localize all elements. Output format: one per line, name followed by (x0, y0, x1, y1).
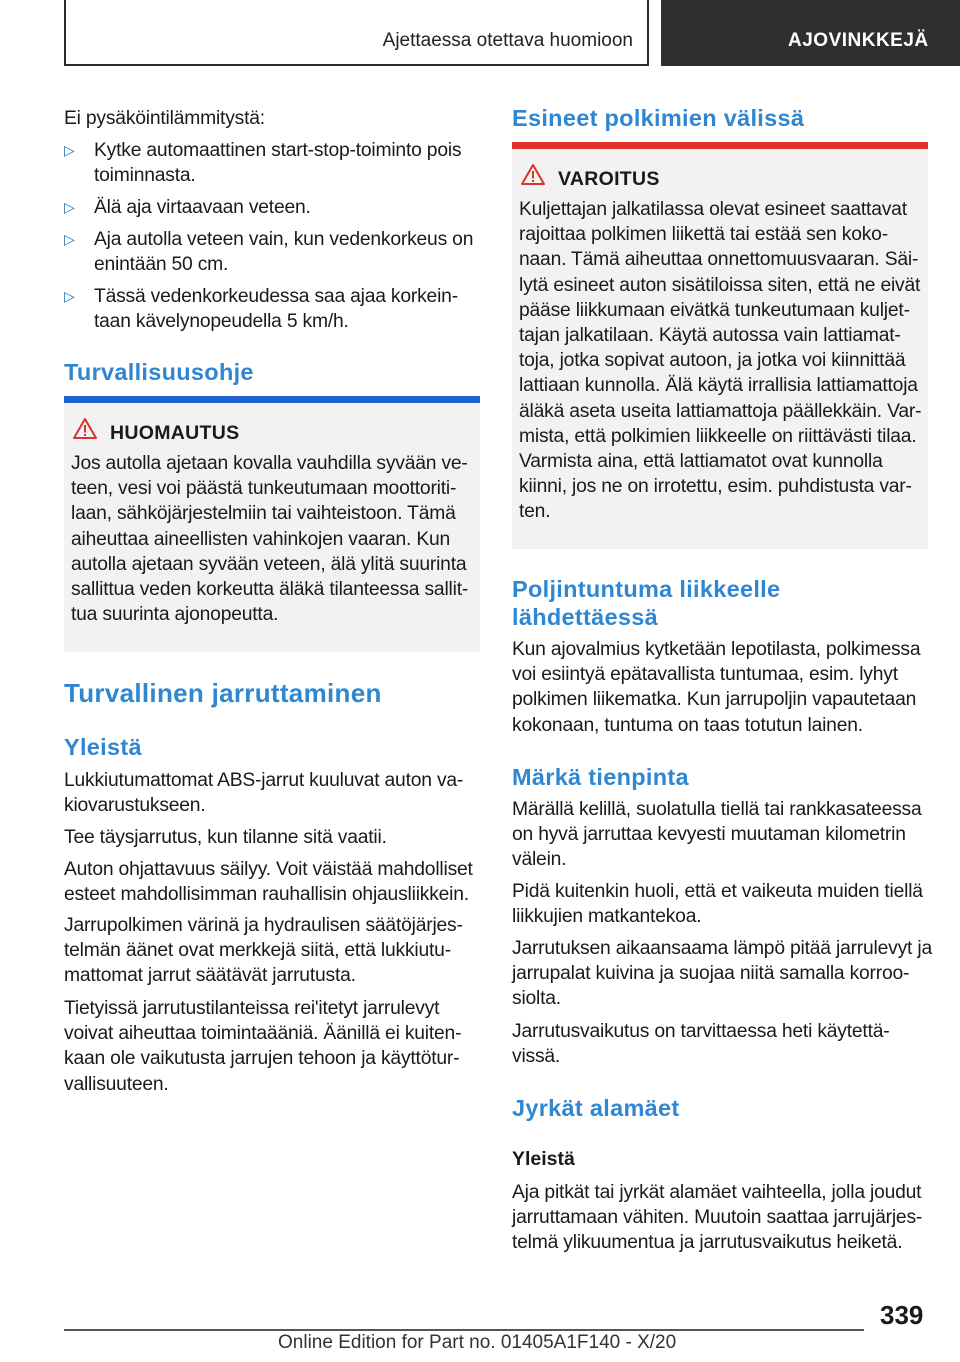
chapter-header (64, 0, 649, 66)
paragraph: Pidä kuitenkin huoli, että et vaikeuta muiden tiellä liikkujien matkantekoa. (512, 881, 923, 928)
list-item-text: Tässä vedenkorkeudessa saa ajaa korkeintaan kävelynopeudella 5 km/h. (94, 286, 459, 333)
notice-text: Jos autolla ajetaan kovalla vauhdilla syvään veteen, vesi voi päästä tunkeutumaan moottoritilaan, sähköjärjestelmiin tai vaihteistoon. Tämä aiheuttaa aineellisten vahinkojen vaaran. Kun autolla ajetaan syvään veteen, älä ylitä suurinta sallittua veden korkeutta äläkä tilanteessa sallittua suurinta ajonopeutta. (71, 453, 469, 626)
footer-divider (64, 1329, 864, 1331)
paragraph: Lukkiutumattomat ABS-jarrut kuuluvat auton vakiovarustukseen. (64, 770, 464, 817)
list-item (64, 284, 480, 336)
braking-heading: Turvallinen jarruttaminen (64, 678, 382, 708)
warning-triangle-icon (72, 416, 98, 442)
page-number: 339 (880, 1300, 924, 1330)
list-item (64, 138, 480, 190)
list-item-text: Kytke automaattinen start-stop-toiminto pois toiminnasta. (94, 140, 462, 187)
pedal-heading-line2: lähdettäessä (512, 604, 658, 630)
triangle-right-icon: ▷ (64, 231, 75, 247)
paragraph: Märällä kelillä, suolatulla tiellä tai rankkasateessa on hyvä jarruttaa kevyesti muutaman kilometrin välein. (512, 799, 922, 871)
intro-text: Ei pysäköintilämmitystä: (64, 108, 265, 129)
pedal-heading-line1: Poljintuntuma liikkeelle (512, 576, 781, 602)
edition-footer: Online Edition for Part no. 01405A1F140 - X/20 (278, 1332, 677, 1353)
warning-text: Kuljettajan jalkatilassa olevat esineet saattavat rajoittaa polkimen liikettä tai estää sen kokonaan. Tämä aiheuttaa onnettomuusvaaran. Säilytä esineet auton sisätiloissa siten, että ne eivät pääse liikkumaan eivätkä tunkeutumaan kuljettajan jalkatilaan. Käytä autossa vain lattiamattoja, jotka sopivat autoon, ja jotka voi kiinnittää lattiaan kunnolla. Älä käytä irrallisia lattiamattoja äläkä aseta useita lattiamattoja päällekkäin. Varmista, että polkimien liikkeelle on riittävästi tilaa. Varmista aina, että lattiamatot ovat kunnolla kiinni, jos ne on irrotettu, esim. puhdistusta varten. (519, 199, 922, 523)
paragraph: Tee täysjarrutus, kun tilanne sitä vaatii. (64, 827, 387, 848)
paragraph: Jarrutusvaikutus on tarvittaessa heti käytettävissä. (512, 1021, 890, 1068)
warning-label: VAROITUS (558, 168, 660, 190)
paragraph: Jarrupolkimen värinä ja hydraulisen säätöjärjestelmän äänet ovat merkkejä siitä, että lukkiutumattomat jarrut säätävät jarrutusta. (64, 915, 463, 987)
pedal-text: Kun ajovalmius kytketään lepotilasta, polkimessa voi esiintyä epätavallista tuntumaa, esim. lyhyt polkimen liikematka. Kun jarrupoljin vapautetaan kokonaan, tuntuma on taas totutun lainen. (512, 639, 921, 736)
section-tab-label: AJOVINKKEJÄ (788, 30, 929, 51)
chapter-title: Ajettaessa otettava huomioon (382, 30, 633, 51)
safety-heading: Turvallisuusohje (64, 359, 254, 385)
notice-label: HUOMAUTUS (110, 422, 240, 444)
slopes-subheading: Yleistä (512, 1148, 575, 1170)
slopes-text: Aja pitkät tai jyrkät alamäet vaihteella, jolla joudut jarruttamaan vähiten. Muutoin saattaa jarrujärjestelmä ylikuumentua ja jarrutusvaikutus heiketä. (512, 1182, 923, 1254)
wet-heading: Märkä tienpinta (512, 764, 689, 790)
general-heading: Yleistä (64, 734, 142, 760)
paragraph: Jarrutuksen aikaansaama lämpö pitää jarrulevyt ja jarrupalat kuivina ja suojaa niitä samalla korroosiolta. (512, 938, 932, 1010)
notice-box (64, 396, 480, 652)
warning-triangle-icon (520, 162, 546, 188)
triangle-right-icon: ▷ (64, 199, 75, 215)
list-item (64, 227, 480, 279)
list-item-text: Aja autolla veteen vain, kun vedenkorkeus on enintään 50 cm. (94, 229, 474, 276)
warning-box (512, 142, 928, 549)
triangle-right-icon: ▷ (64, 288, 75, 304)
list-item (64, 195, 480, 221)
paragraph: Auton ohjattavuus säilyy. Voit väistää mahdolliset esteet mahdollisimman rauhallisin ohjausliikkein. (64, 859, 473, 906)
paragraph: Tietyissä jarrutustilanteissa rei'itetyt jarrulevyt voivat aiheuttaa toimintaääniä. Äänillä ei kuitenkaan ole vaikutusta jarrujen tehoon ja käyttöturvallisuuteen. (64, 998, 462, 1095)
triangle-right-icon: ▷ (64, 142, 75, 158)
objects-heading: Esineet polkimien välissä (512, 105, 805, 131)
section-tab (661, 0, 960, 66)
warning-bar (512, 142, 928, 149)
notice-bar (64, 396, 480, 403)
list-item-text: Älä aja virtaavaan veteen. (94, 197, 311, 218)
slopes-heading: Jyrkät alamäet (512, 1095, 680, 1121)
